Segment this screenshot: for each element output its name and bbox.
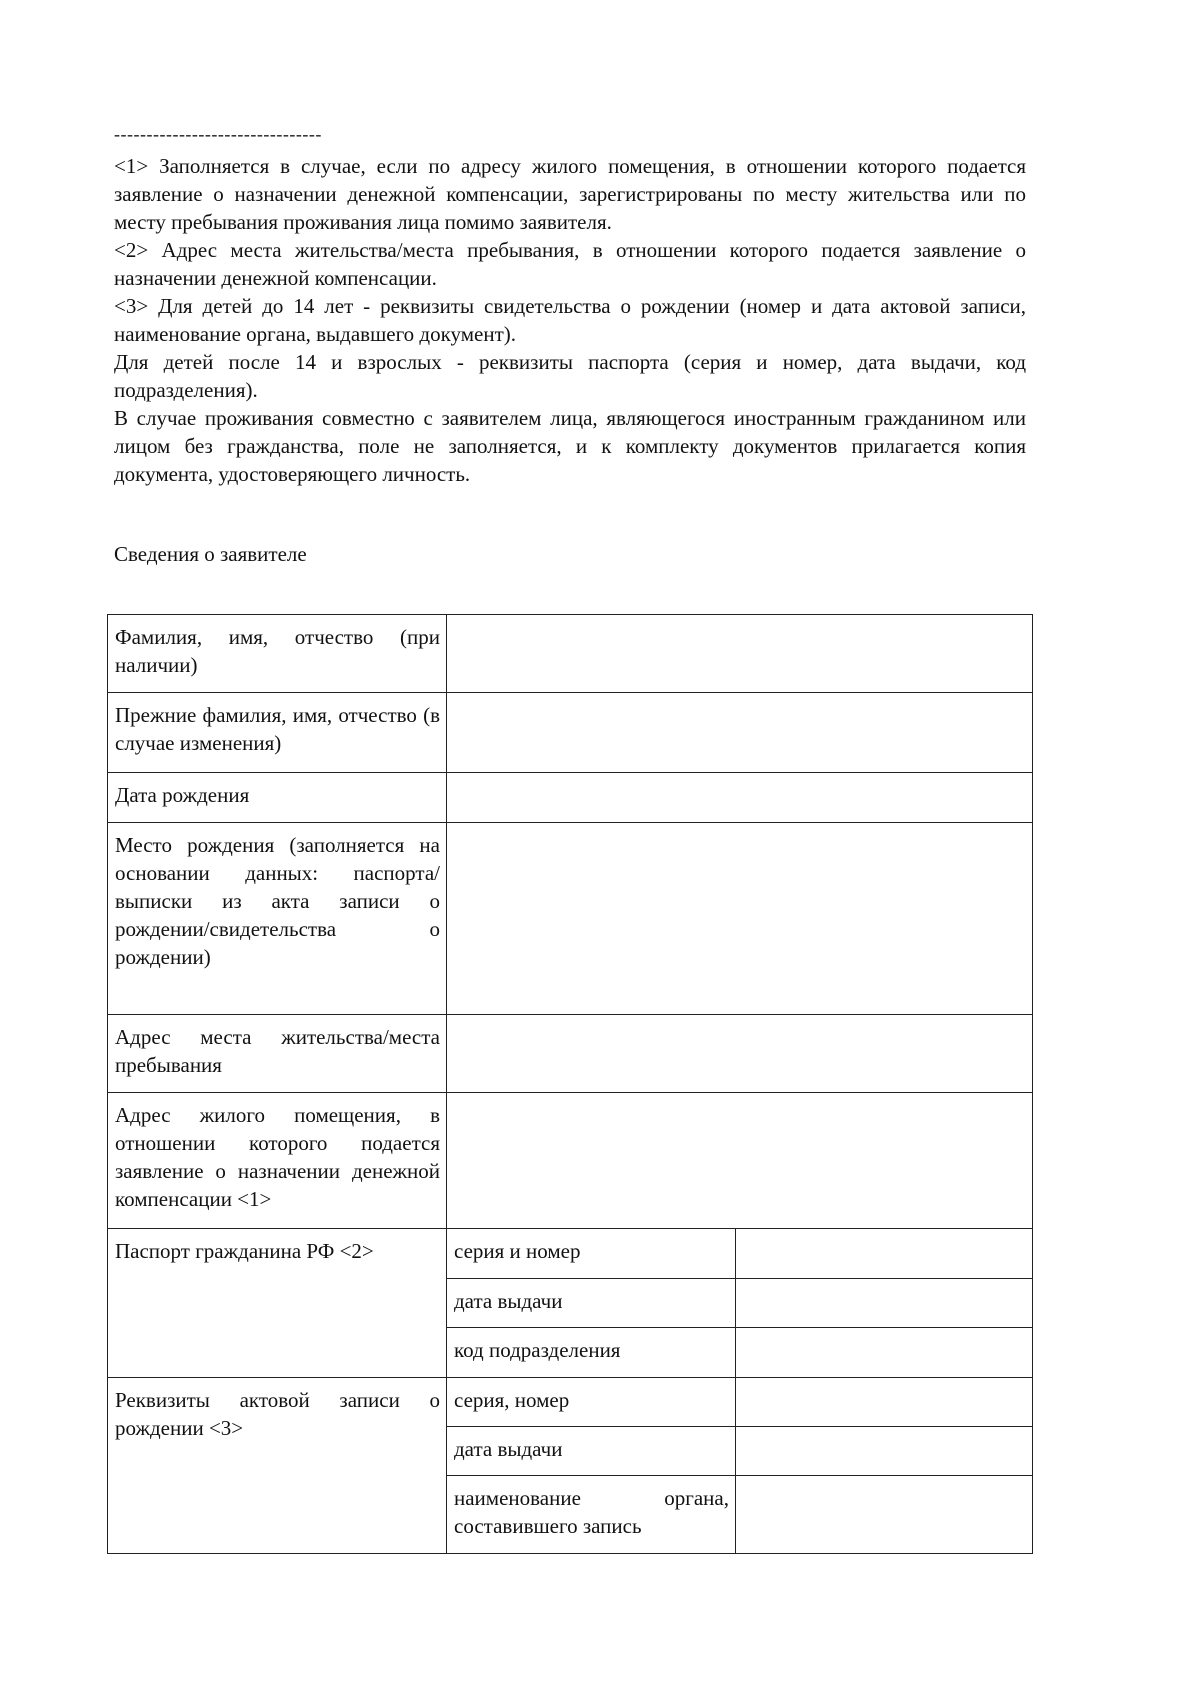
passport-series-label: серия и номер: [447, 1229, 736, 1279]
residence-address-field[interactable]: [447, 1015, 1033, 1093]
footnote-3-foreigners: В случае проживания совместно с заявителем лица, являющегося иностранным гражданином или лицом без гражданства, поле не заполняется, и к комплекту документов прилагается копия документа, удостоверяющего личность.: [114, 406, 1026, 486]
full-name-label: Фамилия, имя, отчество (при наличии): [108, 615, 447, 693]
birth-record-authority-field[interactable]: [736, 1476, 1033, 1554]
former-name-field[interactable]: [447, 693, 1033, 773]
dwelling-address-field[interactable]: [447, 1093, 1033, 1229]
birth-record-series-field[interactable]: [736, 1378, 1033, 1427]
birth-record-series-label: серия, номер: [447, 1378, 736, 1427]
table-row: [108, 1378, 1033, 1427]
full-name-field[interactable]: [447, 615, 1033, 693]
birth-date-field[interactable]: [447, 773, 1033, 823]
table-row: [108, 773, 1033, 823]
applicant-heading: Сведения о заявителе: [114, 542, 307, 566]
table-row: [108, 693, 1033, 773]
passport-label: Паспорт гражданина РФ <2>: [108, 1229, 447, 1378]
applicant-info-table: [107, 614, 1033, 1554]
footnote-separator: --------------------------------: [114, 124, 322, 144]
passport-issue-date-label: дата выдачи: [447, 1279, 736, 1328]
birth-record-label: Реквизиты актовой записи о рождении <3>: [108, 1378, 447, 1554]
birth-place-field[interactable]: [447, 823, 1033, 1015]
table-row: [108, 1015, 1033, 1093]
passport-division-code-label: код подразделения: [447, 1328, 736, 1378]
table-row: [108, 823, 1033, 1015]
table-row: [108, 1229, 1033, 1279]
table-row: [108, 615, 1033, 693]
residence-address-label: Адрес места жительства/места пребывания: [108, 1015, 447, 1093]
table-row: [108, 1093, 1033, 1229]
former-name-label: Прежние фамилия, имя, отчество (в случае изменения): [108, 693, 447, 773]
birth-place-label: Место рождения (заполняется на основании данных: паспорта/выписки из акта записи о рождении/свидетельства о рождении): [108, 823, 447, 1015]
footnote-3-adults: Для детей после 14 и взрослых - реквизиты паспорта (серия и номер, дата выдачи, код подразделения).: [114, 350, 1026, 402]
footnote-3: <3> Для детей до 14 лет - реквизиты свидетельства о рождении (номер и дата актовой записи, наименование органа, выдавшего документ).: [114, 294, 1026, 346]
passport-issue-date-field[interactable]: [736, 1279, 1033, 1328]
birth-record-issue-date-field[interactable]: [736, 1427, 1033, 1476]
dwelling-address-label: Адрес жилого помещения, в отношении которого подается заявление о назначении денежной компенсации <1>: [108, 1093, 447, 1229]
passport-division-code-field[interactable]: [736, 1328, 1033, 1378]
passport-series-field[interactable]: [736, 1229, 1033, 1279]
birth-record-issue-date-label: дата выдачи: [447, 1427, 736, 1476]
birth-record-authority-label: наименование органа, составившего запись: [447, 1476, 736, 1554]
birth-date-label: Дата рождения: [108, 773, 447, 823]
footnote-1: <1> Заполняется в случае, если по адресу жилого помещения, в отношении которого подается заявление о назначении денежной компенсации, зарегистрированы по месту жительства или по месту пребывания проживания лица помимо заявителя.: [114, 154, 1026, 234]
footnote-2: <2> Адрес места жительства/места пребывания, в отношении которого подается заявление о назначении денежной компенсации.: [114, 238, 1026, 290]
footnotes: [114, 152, 1026, 488]
